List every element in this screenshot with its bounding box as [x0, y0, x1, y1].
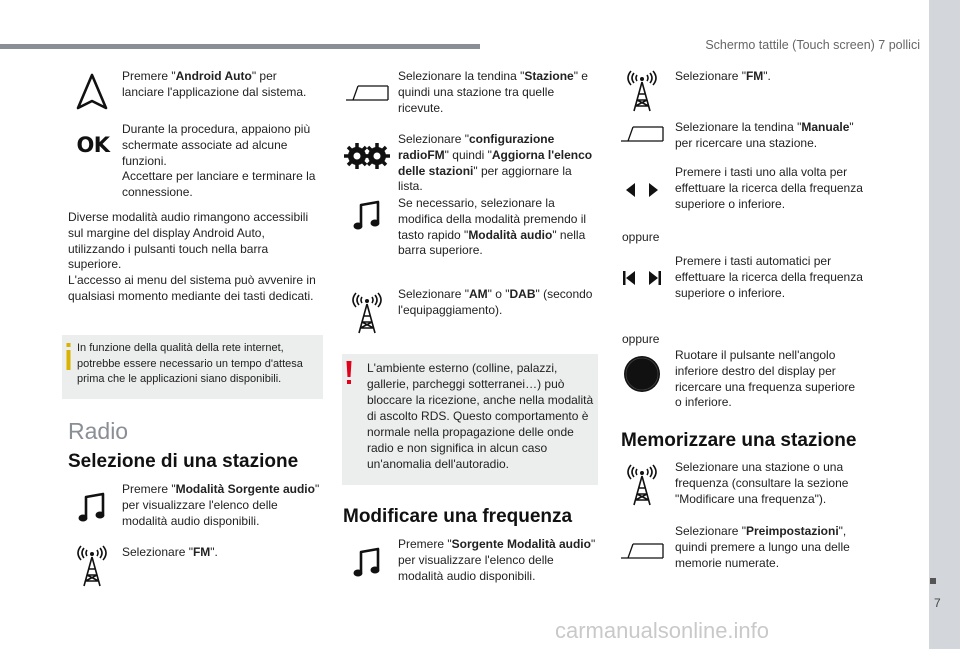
end-marker	[930, 578, 936, 584]
step-select-fm-2: Selezionare "FM".	[675, 69, 771, 83]
side-strip	[929, 0, 960, 649]
step-rotary-knob: Ruotare il pulsante nell'angolo inferiore destro del display per ricercare una frequenza superiore o inferiore.	[675, 348, 856, 410]
step-change-mode: Se necessario, selezionare la modifica della modalità premendo il tasto rapido "Modalità audio" nella barra superiore.	[398, 196, 587, 258]
step-source-mode-2: Premere "Sorgente Modalità audio" per visualizzare l'elenco delle modalità audio disponibili.	[398, 537, 596, 583]
radio-antenna-icon	[347, 292, 387, 334]
step-procedure: Durante la procedura, appaiono più schermate associate ad alcune funzioni. Accettare per lanciare e terminare la connessione.	[122, 122, 316, 200]
music-note-icon	[347, 198, 387, 234]
step-android-auto: Premere "Android Auto" per lanciare l'applicazione dal sistema.	[122, 69, 307, 99]
step-presets: Selezionare "Preimpostazioni", quindi premere a lungo una delle memorie numerate.	[675, 524, 850, 570]
info-note-text: In funzione della qualità della rete internet, potrebbe essere necessario un tempo d'attesa prima che le applicazioni siano disponibili.	[77, 342, 303, 385]
android-auto-icon	[72, 72, 112, 112]
oppure-label-2: oppure	[622, 332, 660, 346]
section-title-radio: Radio	[68, 418, 129, 444]
page-header-title: Schermo tattile (Touch screen) 7 pollici	[705, 38, 920, 52]
step-auto-search: Premere i tasti automatici per effettuare la ricerca della frequenza superiore o inferiore.	[675, 254, 863, 300]
step-update-stations: Selezionare "configurazione radioFM" quindi "Aggiorna l'elenco delle stazioni" per aggiornare la lista.	[398, 132, 593, 194]
paragraph-audio-modes: Diverse modalità audio rimangono accessibili sul margine del display Android Auto, utilizzando i pulsanti touch nella barra superiore. L'accesso ai menu del sistema può avvenire in qualsiasi momento mediante dei tasti dedicati.	[68, 210, 316, 303]
tab-icon	[618, 123, 666, 145]
subsection-title-memorize: Memorizzare una stazione	[621, 430, 857, 451]
header-rule	[0, 44, 480, 49]
step-tab-station: Selezionare la tendina "Stazione" e quindi una stazione tra quelle ricevute.	[398, 69, 588, 115]
radio-antenna-icon	[72, 545, 112, 587]
step-source-mode: Premere "Modalità Sorgente audio" per visualizzare l'elenco delle modalità audio disponibili.	[122, 482, 320, 528]
arrows-left-right-icon	[622, 180, 662, 200]
oppure-label-1: oppure	[622, 230, 660, 244]
skip-prev-next-icon	[620, 268, 664, 288]
radio-antenna-icon	[622, 464, 662, 506]
subsection-title-frequency: Modificare una frequenza	[343, 506, 573, 527]
step-select-fm: Selezionare "FM".	[122, 545, 218, 559]
step-select-am-dab: Selezionare "AM" o "DAB" (secondo l'equipaggiamento).	[398, 287, 593, 317]
subsection-title-station: Selezione di una stazione	[68, 451, 299, 472]
tab-icon	[343, 82, 391, 104]
rotary-knob-icon	[622, 354, 662, 394]
warning-note-text: L'ambiente esterno (colline, palazzi, gallerie, parcheggi sotterranei…) può bloccare la ricezione, anche nella modalità di ascolto RDS. Questo comportamento è normale nella propagazione delle onde radio e non significa in alcun caso un'anomalia dell'autoradio.	[367, 361, 594, 471]
warning-icon	[346, 361, 352, 385]
radio-antenna-icon	[622, 70, 662, 112]
step-manual-search: Premere i tasti uno alla volta per effettuare la ricerca della frequenza superiore o inferiore.	[675, 165, 863, 211]
music-note-icon	[72, 490, 112, 526]
info-icon	[66, 343, 71, 370]
music-note-icon	[347, 545, 387, 581]
settings-gears-icon	[343, 142, 391, 170]
tab-icon	[618, 540, 666, 562]
watermark: carmanualsonline.info	[555, 618, 770, 643]
page-number: 7	[934, 596, 941, 610]
ok-icon: OK	[76, 133, 110, 157]
step-select-station: Selezionare una stazione o una frequenza (consultare la sezione "Modificare una frequenza").	[675, 460, 849, 506]
step-tab-manual: Selezionare la tendina "Manuale" per ricercare una stazione.	[675, 120, 854, 150]
